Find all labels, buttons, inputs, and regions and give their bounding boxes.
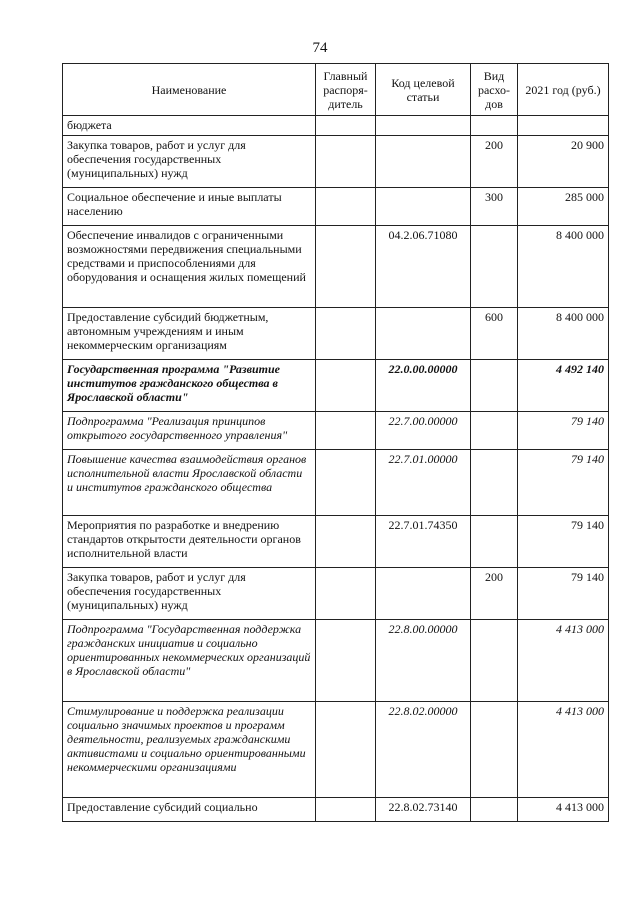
- table-row: [63, 702, 609, 798]
- cell-name: Мероприятия по разработке и внедрению стандартов открытости деятельности органов исполнительной власти: [63, 516, 316, 568]
- cell-sum: 8 400 000: [518, 308, 609, 360]
- cell-name: Закупка товаров, работ и услуг для обеспечения государственных (муниципальных) нужд: [63, 136, 316, 188]
- cell-kind: [471, 620, 518, 702]
- table-row: [63, 798, 609, 822]
- cell-admin: [316, 136, 376, 188]
- table-row: [63, 360, 609, 412]
- cell-kind: [471, 450, 518, 516]
- cell-code: [376, 136, 471, 188]
- cell-admin: [316, 516, 376, 568]
- cell-code: 22.8.00.00000: [376, 620, 471, 702]
- table-row: [63, 450, 609, 516]
- table-row: [63, 568, 609, 620]
- cell-code: 22.0.00.00000: [376, 360, 471, 412]
- cell-sum: 79 140: [518, 516, 609, 568]
- cell-code: [376, 308, 471, 360]
- cell-sum: 4 413 000: [518, 798, 609, 822]
- cell-name: бюджета: [63, 116, 316, 136]
- cell-code: 22.7.00.00000: [376, 412, 471, 450]
- cell-sum: 4 413 000: [518, 702, 609, 798]
- cell-sum: 20 900: [518, 136, 609, 188]
- cell-kind: 200: [471, 136, 518, 188]
- table-row: [63, 136, 609, 188]
- cell-code: 22.7.01.00000: [376, 450, 471, 516]
- table-row: [63, 308, 609, 360]
- cell-admin: [316, 360, 376, 412]
- budget-table: [62, 63, 609, 822]
- cell-sum: 4 413 000: [518, 620, 609, 702]
- cell-kind: [471, 516, 518, 568]
- cell-name: Подпрограмма "Государственная поддержка гражданских инициатив и социально ориентированных некоммерческих организаций в Ярославской области": [63, 620, 316, 702]
- cell-name: Социальное обеспечение и иные выплаты населению: [63, 188, 316, 226]
- cell-code: 04.2.06.71080: [376, 226, 471, 308]
- cell-name: Государственная программа "Развитие институтов гражданского общества в Ярославской области": [63, 360, 316, 412]
- table-row: [63, 188, 609, 226]
- cell-sum: 8 400 000: [518, 226, 609, 308]
- cell-name: Предоставление субсидий социально: [63, 798, 316, 822]
- cell-kind: [471, 412, 518, 450]
- cell-name: Повышение качества взаимодействия органов исполнительной власти Ярославской области и институтов гражданского общества: [63, 450, 316, 516]
- cell-admin: [316, 798, 376, 822]
- table-row: [63, 412, 609, 450]
- cell-name: Предоставление субсидий бюджетным, автономным учреждениям и иным некоммерческим организациям: [63, 308, 316, 360]
- header-code: Код целевой статьи: [376, 64, 471, 116]
- cell-admin: [316, 450, 376, 516]
- cell-code: [376, 188, 471, 226]
- cell-name: Стимулирование и поддержка реализации социально значимых проектов и программ деятельности, реализуемых гражданскими активистами и социально ориентированными некоммерческими организациями: [63, 702, 316, 798]
- cell-code: 22.8.02.73140: [376, 798, 471, 822]
- cell-kind: [471, 798, 518, 822]
- cell-kind: [471, 360, 518, 412]
- cell-sum: 79 140: [518, 412, 609, 450]
- cell-kind: [471, 116, 518, 136]
- cell-sum: 79 140: [518, 568, 609, 620]
- cell-sum: [518, 116, 609, 136]
- table-row: [63, 620, 609, 702]
- cell-code: 22.8.02.00000: [376, 702, 471, 798]
- header-kind: Вид расхо- дов: [471, 64, 518, 116]
- cell-kind: 600: [471, 308, 518, 360]
- cell-kind: [471, 702, 518, 798]
- header-name: Наименование: [63, 64, 316, 116]
- cell-kind: 300: [471, 188, 518, 226]
- cell-sum: 285 000: [518, 188, 609, 226]
- table-header-row: [63, 64, 609, 116]
- header-admin: Главный распоря- дитель: [316, 64, 376, 116]
- cell-admin: [316, 568, 376, 620]
- table-row: [63, 116, 609, 136]
- header-sum: 2021 год (руб.): [518, 64, 609, 116]
- cell-admin: [316, 412, 376, 450]
- cell-admin: [316, 226, 376, 308]
- page-number: 74: [312, 40, 328, 56]
- cell-admin: [316, 188, 376, 226]
- table-row: [63, 226, 609, 308]
- cell-admin: [316, 702, 376, 798]
- cell-admin: [316, 116, 376, 136]
- cell-name: Закупка товаров, работ и услуг для обеспечения государственных (муниципальных) нужд: [63, 568, 316, 620]
- cell-code: 22.7.01.74350: [376, 516, 471, 568]
- cell-kind: 200: [471, 568, 518, 620]
- cell-kind: [471, 226, 518, 308]
- cell-sum: 79 140: [518, 450, 609, 516]
- cell-name: Обеспечение инвалидов с ограниченными возможностями передвижения специальными средствами и приспособлениями для оборудования и оснащения жилых помещений: [63, 226, 316, 308]
- cell-code: [376, 116, 471, 136]
- cell-admin: [316, 620, 376, 702]
- table-row: [63, 516, 609, 568]
- cell-admin: [316, 308, 376, 360]
- cell-code: [376, 568, 471, 620]
- cell-sum: 4 492 140: [518, 360, 609, 412]
- cell-name: Подпрограмма "Реализация принципов открытого государственного управления": [63, 412, 316, 450]
